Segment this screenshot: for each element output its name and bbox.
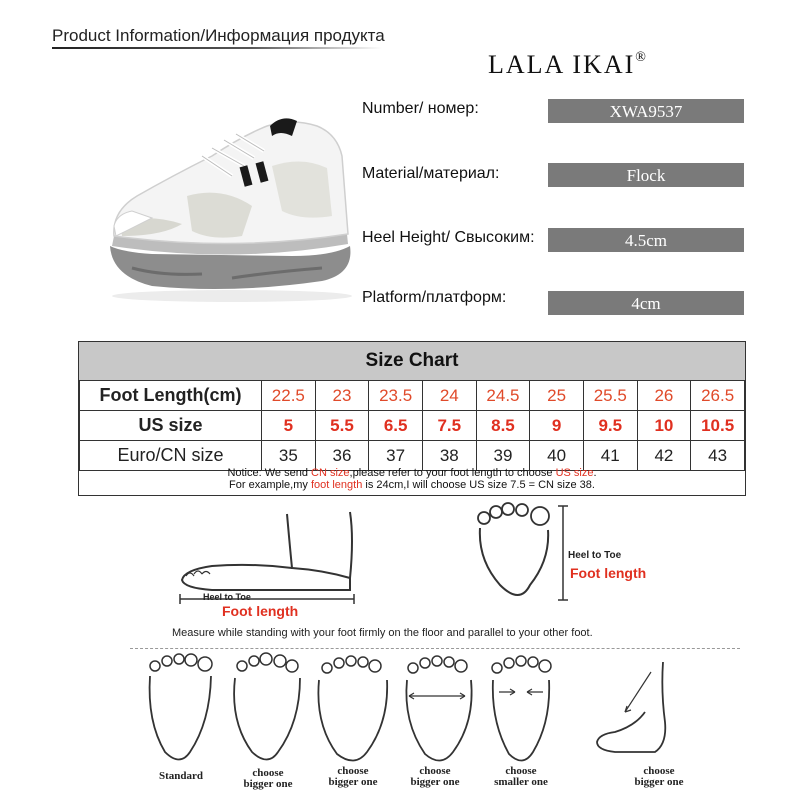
caption-line: bigger one [410,776,460,788]
row-label-euro-size: Euro/CN size [80,441,262,471]
brand-logo [488,50,648,80]
foot-smaller-icon [492,656,551,761]
caption-line: bigger one [634,776,684,788]
caption-line: choose [419,765,451,777]
row-label-foot-length: Foot Length(cm) [80,381,262,411]
foot-type-caption [228,768,308,790]
row-label-us-size: US size [80,411,262,441]
size-chart [78,341,746,496]
table-row-us-size [80,411,745,441]
foot-length-cell: 25 [530,381,584,411]
top-heel-to-toe-label: Heel to Toe [568,550,622,561]
notice-highlight: CN size [311,467,350,479]
euro-size-cell: 42 [637,441,691,471]
foot-bigger-icon [318,656,387,761]
euro-size-cell: 36 [315,441,369,471]
size-notice [79,467,745,491]
notice-text: For example,my [229,479,311,491]
brand-name: LALA IKAI [488,50,636,79]
notice-text: . [593,467,597,479]
foot-type-caption [476,766,566,788]
foot-standard-icon [150,654,212,760]
us-size-cell: 7.5 [422,411,476,441]
spec-number-label: Number/ номер: [362,100,479,117]
us-size-cell: 5.5 [315,411,369,441]
spec-material-value: Flock [548,163,744,187]
spec-platform-label: Platform/платформ: [362,289,507,306]
us-size-cell: 9 [530,411,584,441]
side-foot-length-label: Foot length [222,603,299,619]
caption-line: bigger one [328,776,378,788]
foot-type-caption [614,766,704,788]
foot-bigger-icon [406,656,471,761]
foot-types-diagram [135,652,735,770]
euro-size-cell: 40 [530,441,584,471]
foot-high-instep-icon [597,662,665,752]
spec-number-value: XWA9537 [548,99,744,123]
notice-line-2 [79,479,745,491]
caption-line: choose [252,767,284,779]
spec-material-label: Material/материал: [362,165,500,182]
us-size-cell: 10.5 [691,411,745,441]
euro-size-cell: 43 [691,441,745,471]
caption-line: choose [643,765,675,777]
notice-text: ,please refer to your foot length to choose [349,467,556,479]
title-underline [52,47,382,49]
foot-type-caption [143,771,219,782]
us-size-cell: 6.5 [369,411,423,441]
foot-length-cell: 26.5 [691,381,745,411]
foot-length-cell: 24.5 [476,381,530,411]
sneaker-image [92,96,362,311]
table-row-foot-length [80,381,745,411]
size-chart-title: Size Chart [79,342,745,380]
notice-text: is 24cm,I will choose US size 7.5 = CN size 38. [362,479,595,491]
notice-text: Notice: We send [227,467,311,479]
caption-line: choose [505,765,537,777]
euro-size-cell: 37 [369,441,423,471]
euro-size-cell: 39 [476,441,530,471]
caption-line: choose [337,765,369,777]
us-size-cell: 8.5 [476,411,530,441]
top-foot-length-label: Foot length [570,565,647,581]
foot-type-caption [395,766,475,788]
caption-line: smaller one [494,776,548,788]
registered-mark: ® [635,50,648,65]
notice-highlight: US size [555,467,594,479]
caption-line: Standard [158,770,204,782]
spec-heel-height-label: Heel Height/ Свысоким: [362,229,535,246]
spec-heel-height-value: 4.5cm [548,228,744,252]
foot-length-cell: 26 [637,381,691,411]
measure-instructions: Measure while standing with your foot firmly on the floor and parallel to your other foot. [172,627,593,639]
euro-size-cell: 41 [583,441,637,471]
foot-length-cell: 22.5 [262,381,316,411]
us-size-cell: 5 [262,411,316,441]
us-size-cell: 10 [637,411,691,441]
side-heel-to-toe-label: Heel to Toe [203,592,251,602]
euro-size-cell: 35 [262,441,316,471]
notice-line-1 [79,467,745,479]
foot-length-cell: 23 [315,381,369,411]
foot-length-cell: 23.5 [369,381,423,411]
foot-type-caption [313,766,393,788]
spec-platform-value: 4cm [548,291,744,315]
section-title: Product Information/Информация продукта [52,26,385,45]
table-row-euro-size [80,441,745,471]
euro-size-cell: 38 [422,441,476,471]
foot-length-cell: 24 [422,381,476,411]
notice-highlight: foot length [310,479,363,491]
foot-length-cell: 25.5 [583,381,637,411]
us-size-cell: 9.5 [583,411,637,441]
size-table [79,380,745,471]
caption-line: bigger one [243,778,293,790]
foot-bigger-icon [234,653,300,760]
